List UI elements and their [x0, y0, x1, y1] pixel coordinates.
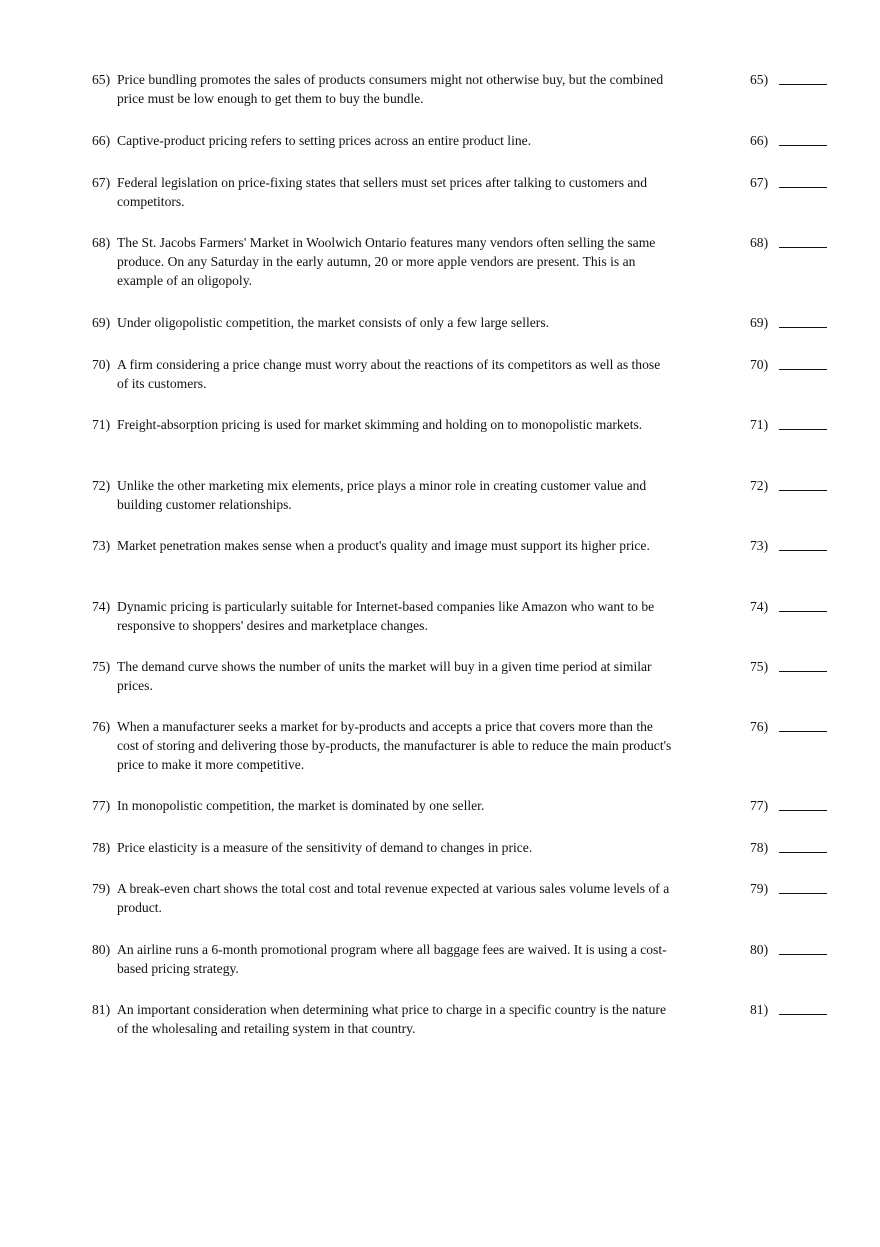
- question-text: Market penetration makes sense when a product's quality and image must support its higher price.: [117, 538, 650, 553]
- question-number: 78): [92, 840, 111, 855]
- question-number: 80): [92, 942, 111, 957]
- question-text: A firm considering a price change must worry about the reactions of its competitors as well as those of its customers.: [117, 357, 661, 391]
- answer-label: 78): [750, 840, 769, 855]
- question-text: The St. Jacobs Farmers' Market in Woolwich Ontario features many vendors often selling the same produce. On any Saturday in the early autumn, 20 or more apple vendors are present. This is an example of an oligopoly.: [117, 235, 656, 288]
- question-number: 77): [92, 798, 111, 813]
- question-number: 74): [92, 599, 111, 614]
- question-number: 79): [92, 881, 111, 896]
- question-text: Price bundling promotes the sales of products consumers might not otherwise buy, but the combined price must be low enough to get them to buy the bundle.: [117, 72, 664, 106]
- answer-blank[interactable]: [779, 369, 827, 370]
- question-text: An airline runs a 6-month promotional program where all baggage fees are waived. It is using a cost-based pricing strategy.: [117, 942, 667, 976]
- question-text: A break-even chart shows the total cost and total revenue expected at various sales volume levels of a product.: [117, 881, 670, 915]
- question-number: 68): [92, 235, 111, 250]
- answer-blank[interactable]: [779, 550, 827, 551]
- answer-label: 80): [750, 942, 769, 957]
- answer-label: 65): [750, 72, 769, 87]
- answer-blank[interactable]: [779, 490, 827, 491]
- question-text: Captive-product pricing refers to setting prices across an entire product line.: [117, 133, 532, 148]
- question-number: 69): [92, 315, 111, 330]
- question-text: When a manufacturer seeks a market for by-products and accepts a price that covers more than the cost of storing and delivering those by-products, the manufacturer is able to reduce the main product's price to make it more competitive.: [117, 719, 672, 772]
- answer-blank[interactable]: [779, 187, 827, 188]
- answer-blank[interactable]: [779, 893, 827, 894]
- answer-blank[interactable]: [779, 145, 827, 146]
- answer-label: 81): [750, 1002, 769, 1017]
- question-number: 76): [92, 719, 111, 734]
- question-number: 72): [92, 478, 111, 493]
- answer-label: 70): [750, 357, 769, 372]
- question-number: 81): [92, 1002, 111, 1017]
- question-number: 65): [92, 72, 111, 87]
- answer-blank[interactable]: [779, 852, 827, 853]
- answer-blank[interactable]: [779, 810, 827, 811]
- question-number: 67): [92, 175, 111, 190]
- question-text: In monopolistic competition, the market is dominated by one seller.: [117, 798, 485, 813]
- question-text: Unlike the other marketing mix elements, price plays a minor role in creating customer value and building customer relationships.: [117, 478, 647, 512]
- answer-blank[interactable]: [779, 327, 827, 328]
- question-text: Dynamic pricing is particularly suitable for Internet-based companies like Amazon who want to be responsive to shoppers' desires and marketplace changes.: [117, 599, 655, 633]
- question-text: Federal legislation on price-fixing states that sellers must set prices after talking to customers and competitors.: [117, 175, 648, 209]
- answer-blank[interactable]: [779, 429, 827, 430]
- answer-label: 68): [750, 235, 769, 250]
- answer-blank[interactable]: [779, 671, 827, 672]
- answer-blank[interactable]: [779, 954, 827, 955]
- question-number: 70): [92, 357, 111, 372]
- answer-label: 74): [750, 599, 769, 614]
- answer-blank[interactable]: [779, 731, 827, 732]
- answer-label: 79): [750, 881, 769, 896]
- question-number: 75): [92, 659, 111, 674]
- answer-label: 72): [750, 478, 769, 493]
- answer-label: 66): [750, 133, 769, 148]
- question-text: Freight-absorption pricing is used for market skimming and holding on to monopolistic markets.: [117, 417, 643, 432]
- question-number: 71): [92, 417, 111, 432]
- question-text: Under oligopolistic competition, the market consists of only a few large sellers.: [117, 315, 550, 330]
- answer-blank[interactable]: [779, 247, 827, 248]
- question-text: An important consideration when determining what price to charge in a specific country is the nature of the wholesaling and retailing system in that country.: [117, 1002, 666, 1036]
- answer-label: 75): [750, 659, 769, 674]
- question-text: The demand curve shows the number of units the market will buy in a given time period at similar prices.: [117, 659, 652, 693]
- answer-label: 71): [750, 417, 769, 432]
- answer-label: 76): [750, 719, 769, 734]
- answer-blank[interactable]: [779, 611, 827, 612]
- answer-blank[interactable]: [779, 84, 827, 85]
- answer-label: 69): [750, 315, 769, 330]
- answer-label: 67): [750, 175, 769, 190]
- question-text: Price elasticity is a measure of the sensitivity of demand to changes in price.: [117, 840, 533, 855]
- question-number: 66): [92, 133, 111, 148]
- answer-label: 77): [750, 798, 769, 813]
- answer-blank[interactable]: [779, 1014, 827, 1015]
- answer-label: 73): [750, 538, 769, 553]
- question-number: 73): [92, 538, 111, 553]
